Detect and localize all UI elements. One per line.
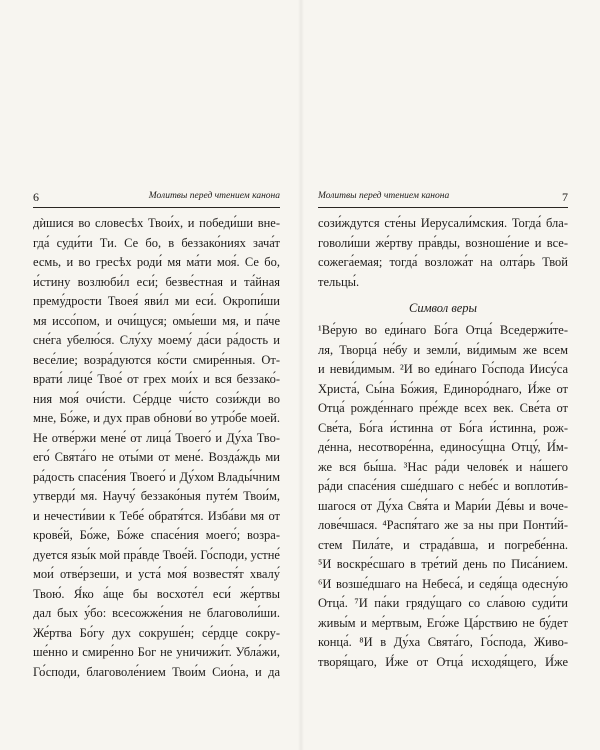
text-line: Све́та, Бо́га и́стинна от Бо́га и́стинна, рож- — [318, 420, 568, 435]
text-line: сне́га убелю́ся. Слу́ху моему́ да́си ра́дость и — [33, 333, 280, 347]
text-line: живы́м и ме́ртвым, Его́же Ца́рствию не бу́дет — [318, 615, 568, 630]
text-line: шагося от Ду́ха Свя́та и Мари́и Де́вы и воче- — [318, 498, 568, 513]
text-line: ⁵И воскре́сшаго в тре́тий день по Писа́нием. — [318, 557, 568, 571]
text-line: и неви́димым. ²И во еди́наго Го́спода Иису́са — [318, 362, 568, 376]
text-line: Го́споди, благоволе́нием Твои́м Сио́на, и да — [33, 664, 280, 679]
text-line: врати́ лице́ Твое́ от грех мои́х и вся беззако́- — [33, 372, 280, 386]
text-line: прему́дрости Твоея́ яви́л ми еси́. Окропи́ши — [33, 294, 280, 308]
text-line: ра́дость спасе́ния Твоего́ и Ду́хом Влады́чним — [33, 469, 280, 484]
text-line: стем Пила́те, и страда́вша, и погребе́нна. — [318, 537, 568, 552]
text-line: гда́ суди́ти Ти. Се бо, в беззако́ниях зача́т — [33, 235, 280, 250]
book-gutter — [298, 0, 304, 750]
text-line: Отца́ рожде́ннаго пре́жде всех век. Све́та от — [318, 401, 568, 415]
text-line: же вся бы́ша. ³Нас ра́ди челове́к и на́шего — [318, 459, 568, 474]
text-line: дуется язы́к мой пра́вде Твое́й. Го́споди, устне́ — [33, 547, 280, 562]
text-line: Твою́. Я́ко а́ще бы восхоте́л еси́ же́ртвы — [33, 586, 280, 601]
right-running-title: Молитвы перед чтением канона — [318, 191, 450, 201]
right-running-head — [318, 190, 568, 208]
text-line: весе́лие; возра́дуются ко́сти смире́нныя. От- — [33, 352, 280, 367]
text-line: ¹Ве́рую во еди́наго Бо́га Отца́ Вседержи́те- — [318, 323, 568, 337]
text-line: де́нна, несотворе́нна, единосу́щна Отцу́, И́м- — [318, 440, 568, 454]
right-page — [318, 190, 568, 672]
text-line: Отца́. ⁷И па́ки гряду́щаго со сла́вою суди́ти — [318, 596, 568, 610]
text-line: ния моя́ очи́сти. Се́рдце чи́сто сози́жди во — [33, 391, 280, 406]
text-line: ⁶И возше́дшаго на Небеса́, и седя́ща одесну́ю — [318, 576, 568, 591]
text-line: и́стину возлюби́л еси́; безве́стная и та́йная — [33, 274, 280, 289]
section-heading: Символ веры — [408, 301, 478, 315]
text-line: сожега́емая; тогда́ возложа́т на олта́рь Твой — [318, 255, 568, 269]
text-line: Не отве́ржи мене́ от лица́ Твоего́ и Ду́ха Тво- — [33, 430, 280, 445]
left-running-head — [33, 190, 280, 208]
text-line: тельцы́. — [318, 274, 360, 289]
text-line: ля, Творца́ не́бу и земли́, ви́димым же всем — [318, 342, 568, 357]
text-line: и нечести́вии к Тебе́ обратя́тся. Изба́ви мя от — [33, 508, 280, 523]
left-page — [33, 190, 280, 682]
text-line: Же́ртва Бо́гу дух сокруше́н; се́рдце сокру- — [33, 625, 280, 640]
text-line: лове́чшася. ⁴Распя́таго же за ны при Понти́й- — [318, 518, 568, 532]
right-page-number: 7 — [562, 190, 568, 204]
right-body-text-after — [318, 321, 568, 672]
text-line: творя́щаго, И́же от Отца́ исходя́щего, И́же — [318, 654, 568, 669]
text-line: его́ Свята́го не оты́ми от мене́. Возда́ждь ми — [33, 450, 280, 464]
text-line: дѝшися во словесѣх Твои́х, и победи́ши вне- — [33, 216, 280, 230]
left-page-number: 6 — [33, 190, 39, 204]
text-line: сози́ждутся сте́ны Иерусали́мския. Тогда́ бла- — [318, 216, 568, 230]
text-line: мои́ отве́рзеши, и уста́ моя́ возвестя́т хвалу́ — [33, 567, 280, 581]
left-body-text — [33, 214, 280, 682]
text-line: есмь, и во гресѣх роди́ мя ма́ти моя́. Се бо, — [33, 255, 280, 269]
text-line: конца́. ⁸И в Ду́ха Свята́го, Го́спода, Живо- — [318, 635, 568, 649]
left-running-title: Молитвы перед чтением канона — [148, 191, 280, 201]
right-body-text-before — [318, 214, 568, 292]
text-line: крове́й, Бо́же, Бо́же спасе́ния моего́; возра- — [33, 528, 280, 542]
text-line: ше́нно и смире́нно Бог не уничижи́т. Убла́жи, — [33, 645, 280, 659]
text-line: говоли́ши же́ртву пра́вды, возноше́ние и все- — [318, 235, 568, 250]
text-line: утверди́ мя. Научу́ беззако́ныя путе́м Твои́м, — [33, 489, 280, 503]
text-line: ра́ди спасе́ния сше́дшаго с небе́с и воплоти́в- — [318, 479, 568, 493]
text-line: мя иссо́пом, и очи́щуся; омы́еши мя, и па́че — [33, 313, 280, 328]
text-line: Христа́, Сы́на Бо́жия, Единоро́днаго, И́же от — [318, 381, 568, 396]
text-line: мне, Бо́же, и дух прав обнови́ во утро́бе моей. — [33, 411, 280, 425]
text-line: дал бых у́бо: всесожже́ния не благоволи́ши. — [33, 606, 280, 620]
